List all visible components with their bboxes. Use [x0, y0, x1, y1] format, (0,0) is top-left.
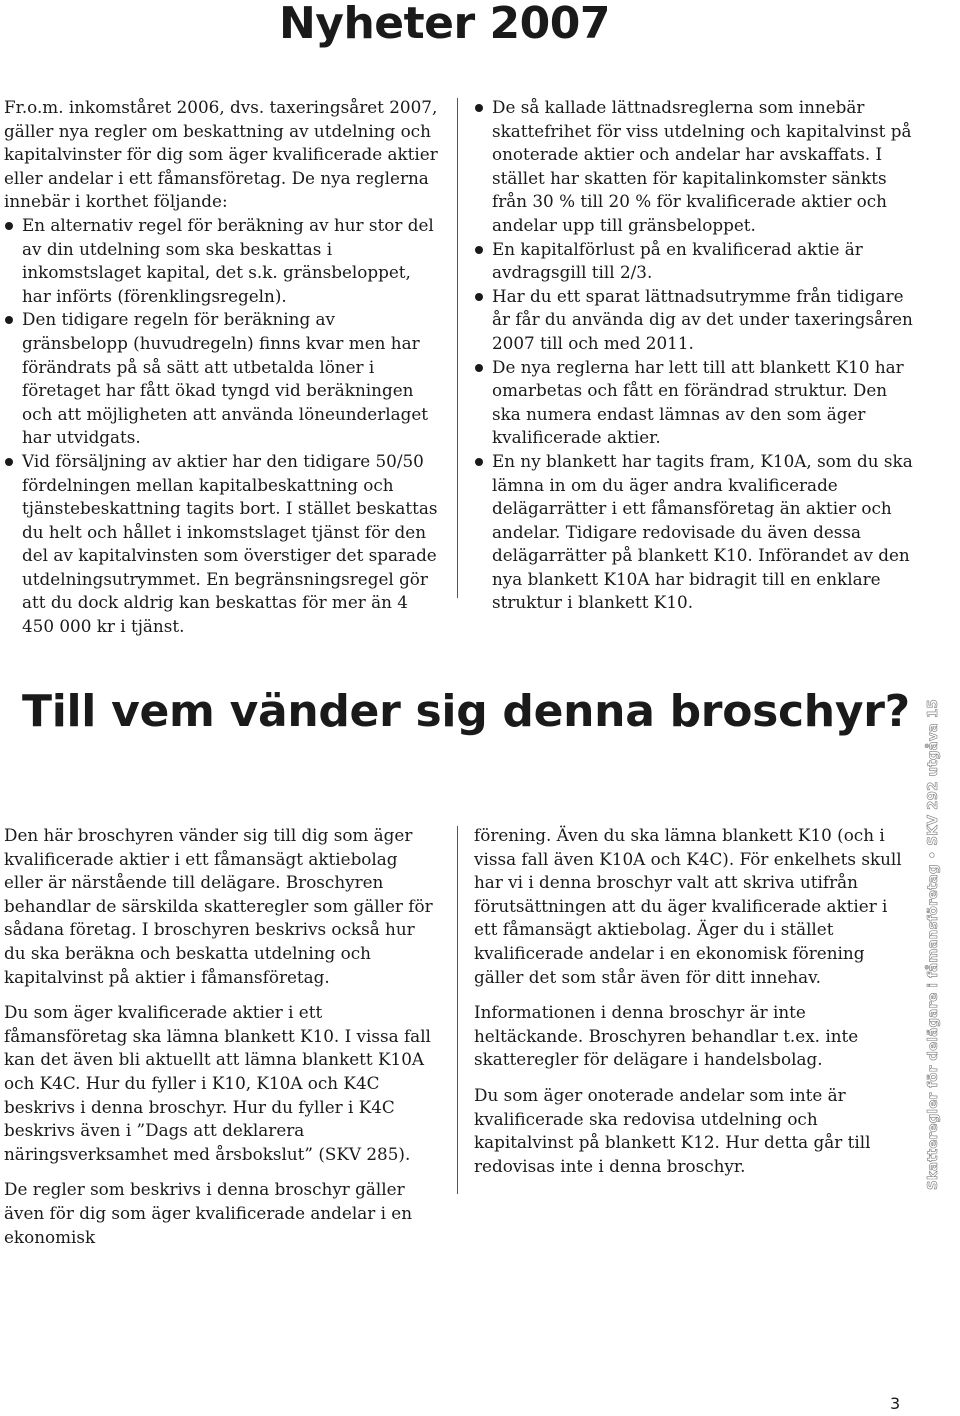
section-heading: Till vem vänder sig denna broschyr? — [22, 686, 910, 737]
paragraph: Informationen i denna broschyr är inte heltäckande. Broschyren behandlar t.ex. inte skatteregler för delägare i handelsbolag. — [474, 1002, 859, 1070]
news-left-column — [4, 96, 440, 639]
side-label: Skatteregler för delägare i fåmansföretag • SKV 292 utgåva 15 — [926, 699, 941, 1190]
list-item: En alternativ regel för beräkning av hur stor del av din utdelning som ska beskattas i inkomstslaget kapital, det s.k. gränsbeloppet, har införts (förenklingsregeln). — [4, 214, 440, 308]
list-item: De nya reglerna har lett till att blankett K10 har omarbetas och fått en förändrad struktur. Den ska numera endast lämnas av den som äger kvalificerade aktier. — [474, 356, 918, 450]
audience-right-column — [474, 824, 910, 1190]
paragraph: förening. Även du ska lämna blankett K10 (och i vissa fall även K10A och K4C). För enkelhets skull har vi i denna broschyr valt att skriva utifrån förutsättningen att du äger kvalificerade aktier i ett fåmansägt aktiebolag. Äger du i stället kvalificerade andelar i en ekonomisk förening gäller det som står även för ditt innehav. — [474, 825, 902, 987]
paragraph: Den här broschyren vänder sig till dig som äger kvalificerade aktier i ett fåmansägt aktiebolag eller är närstående till delägare. Broschyren behandlar de särskilda skatteregler som gäller för sådana företag. I broschyren beskrivs också hur du ska beräkna och beskatta utdelning och kapitalvinst på aktier i fåmansföretag. — [4, 825, 433, 987]
column-divider — [457, 98, 458, 598]
list-item: De så kallade lättnadsreglerna som innebär skattefrihet för viss utdelning och kapitalvinst på onoterade aktier och andelar har avskaffats. I stället har skatten för kapitalinkomster sänkts från 30 % till 20 % för kvalificerade aktier och andelar upp till gränsbeloppet. — [474, 96, 918, 238]
column-divider — [457, 826, 458, 1194]
page-title: Nyheter 2007 — [278, 0, 610, 49]
list-item: Vid försäljning av aktier har den tidigare 50/50 fördelningen mellan kapitalbeskattning och tjänstebeskattning tagits bort. I stället beskattas du helt och hållet i inkomstslaget tjänst för den del av kapitalvinsten som överstiger det sparade utdelningsutrymmet. En begränsningsregel gör att du dock aldrig kan beskattas för mer än 4 450 000 kr i tjänst. — [4, 450, 440, 639]
list-item: Har du ett sparat lättnadsutrymme från tidigare år får du använda dig av det under taxeringsåren 2007 till och med 2011. — [474, 285, 918, 356]
page-number: 3 — [890, 1394, 901, 1413]
news-intro: Fr.o.m. inkomståret 2006, dvs. taxeringsåret 2007, gäller nya regler om beskattning av utdelning och kapitalvinster för dig som äger kvalificerade aktier eller andelar i ett fåmansföretag. De nya reglerna innebär i korthet följande: — [4, 97, 438, 212]
news-left-bullets — [4, 214, 440, 639]
audience-left-column — [4, 824, 440, 1261]
list-item: En ny blankett har tagits fram, K10A, som du ska lämna in om du äger andra kvalificerade delägarrätter i ett fåmansföretag än aktier och andelar. Tidigare redovisade du även dessa delägarrätter på blankett K10. Införandet av den nya blankett K10A har bidragit till en enklare struktur i blankett K10. — [474, 450, 918, 615]
news-right-column — [474, 96, 918, 615]
paragraph: Du som äger onoterade andelar som inte är kvalificerade ska redovisa utdelning och kapitalvinst på blankett K12. Hur detta går till redovisas inte i denna broschyr. — [474, 1084, 871, 1176]
paragraph: Du som äger kvalificerade aktier i ett fåmansföretag ska lämna blankett K10. I vissa fall kan det även bli aktuellt att lämna blankett K10A och K4C. Hur du fyller i K10, K10A och K4C beskrivs i denna broschyr. Hur du fyller i K4C beskrivs även i ”Dags att deklarera näringsverksamhet med årsbokslut” (SKV 285). — [4, 1002, 431, 1164]
news-right-bullets — [474, 96, 918, 615]
paragraph: De regler som beskrivs i denna broschyr gäller även för dig som äger kvalificerade andelar i en ekonomisk — [4, 1179, 413, 1247]
list-item: Den tidigare regeln för beräkning av gränsbelopp (huvudregeln) finns kvar men har förändrats på så sätt att utbetalda löner i företaget har fått ökad tyngd vid beräkningen och att möjligheten att använda löneunderlaget har utvidgats. — [4, 308, 440, 450]
list-item: En kapitalförlust på en kvalificerad aktie är avdragsgill till 2/3. — [474, 238, 918, 285]
